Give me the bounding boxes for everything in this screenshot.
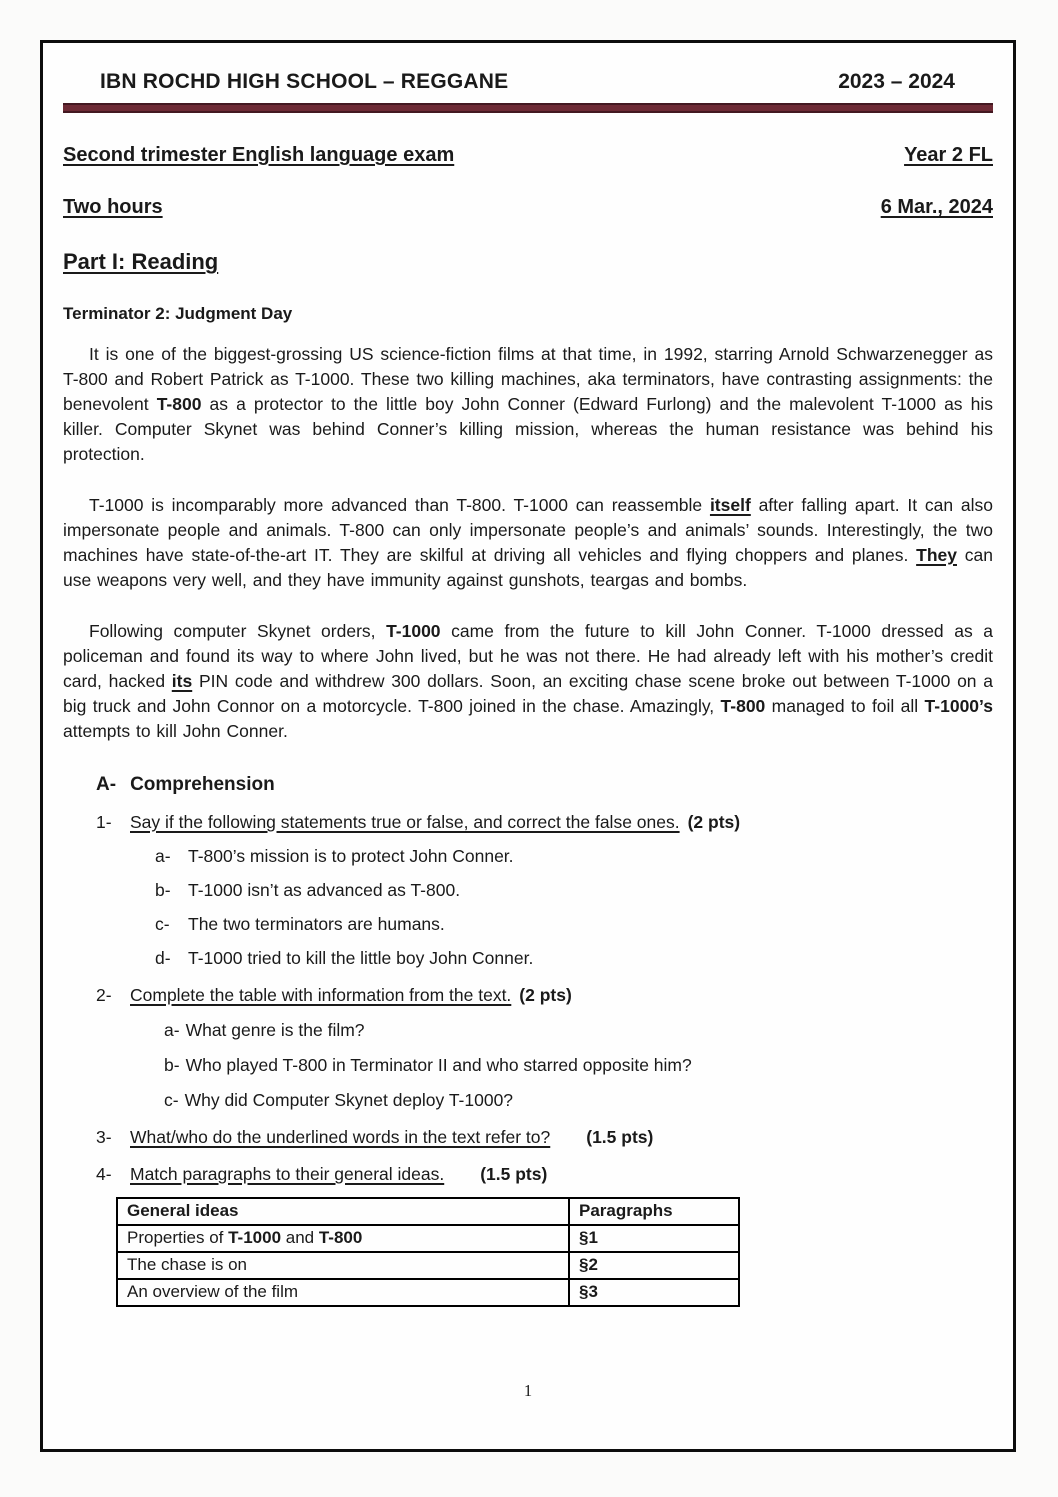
question-1-points: (2 pts) (687, 812, 741, 832)
item-label: a- (164, 1020, 180, 1040)
page-number: 1 (523, 1381, 533, 1400)
item-text: Who played T-800 in Terminator II and who starred opposite him? (185, 1055, 692, 1075)
cell-general-idea-1: Properties of T-1000 and T-800 (117, 1225, 569, 1252)
ideas-matching-table (116, 1197, 740, 1307)
class-level: Year 2 FL (904, 144, 993, 166)
exam-page (40, 40, 1016, 1452)
question-2-item-a (164, 1020, 993, 1041)
cell-general-idea-2: The chase is on (117, 1252, 569, 1279)
item-text: T-800’s mission is to protect John Conner. (188, 846, 514, 866)
exam-title: Second trimester English language exam (63, 144, 455, 166)
cell-paragraph-3: §3 (569, 1279, 739, 1306)
exam-duration-row (63, 196, 993, 219)
question-2 (96, 985, 993, 1006)
question-3-points: (1.5 pts) (586, 1127, 654, 1147)
item-text: Why did Computer Skynet deploy T-1000? (184, 1090, 514, 1110)
comprehension-heading (96, 774, 993, 796)
item-text: T-1000 tried to kill the little boy John Conner. (188, 948, 534, 968)
cell-paragraph-2: §2 (569, 1252, 739, 1279)
exam-date: 6 Mar., 2024 (880, 196, 993, 218)
item-label: c- (164, 1090, 179, 1110)
item-label: b- (164, 1055, 180, 1075)
question-1-number: 1- (96, 812, 112, 832)
table-header-paragraphs: Paragraphs (569, 1198, 739, 1225)
question-1-text: Say if the following statements true or false, and correct the false ones. (130, 812, 680, 832)
question-1-item-b (155, 880, 993, 901)
question-4-text: Match paragraphs to their general ideas. (130, 1164, 445, 1184)
cell-paragraph-1: §1 (569, 1225, 739, 1252)
question-1-item-a (155, 846, 993, 867)
comprehension-label: A- (96, 774, 117, 795)
document-header (63, 70, 993, 94)
item-label: a- (155, 846, 171, 866)
question-4-points: (1.5 pts) (480, 1164, 548, 1184)
item-text: What genre is the film? (185, 1020, 365, 1040)
item-text: The two terminators are humans. (188, 914, 445, 934)
comprehension-title: Comprehension (130, 774, 275, 795)
academic-year: 2023 – 2024 (838, 70, 955, 93)
header-divider-rule (63, 103, 993, 113)
passage-paragraph-1: It is one of the biggest-grossing US science-fiction films at that time, in 1992, starring Arnold Schwarzenegger as T-800 and Robert Patrick as T-1000. These two killing machines, aka terminators, have contrasting assignments: the benevolent T-800 as a protector to the little boy John Conner (Edward Furlong) and the malevolent T-1000 as his killer. Computer Skynet was behind Conner’s killing mission, whereas the human resistance was behind his protection. (63, 344, 993, 464)
item-label: c- (155, 914, 170, 934)
passage-title: Terminator 2: Judgment Day (63, 304, 293, 323)
question-2-number: 2- (96, 985, 112, 1005)
question-1-item-d (155, 948, 993, 969)
exam-duration: Two hours (63, 196, 163, 218)
passage-paragraph-3: Following computer Skynet orders, T-1000 came from the future to kill John Conner. T-1000 dressed as a policeman and found its way to where John lived, but he was not there. He had already left with his mother’s credit card, hacked its PIN code and withdrew 300 dollars. Soon, an exciting chase scene broke out between T-1000 on a big truck and John Connor on a motorcycle. T-800 joined in the chase. Amazingly, T-800 managed to foil all T-1000’s attempts to kill John Conner. (63, 621, 993, 741)
question-2-text: Complete the table with information from the text. (130, 985, 512, 1005)
item-text: T-1000 isn’t as advanced as T-800. (188, 880, 461, 900)
school-name: IBN ROCHD HIGH SCHOOL – REGGANE (100, 70, 509, 93)
table-row-2 (117, 1252, 739, 1279)
item-label: d- (155, 948, 171, 968)
table-header-row (117, 1198, 739, 1225)
passage-paragraph-2: T-1000 is incomparably more advanced than T-800. T-1000 can reassemble itself after falling apart. It can also impersonate people and animals. T-800 can only impersonate people’s and animals’ sounds. Interestingly, the two machines have state-of-the-art IT. They are skilful at driving all vehicles and flying choppers and planes. They can use weapons very well, and they have immunity against gunshots, teargas and bombs. (63, 495, 994, 590)
table-header-general-ideas: General ideas (117, 1198, 569, 1225)
question-2-item-c (164, 1090, 993, 1111)
question-1-item-c (155, 914, 993, 935)
part-title: Part I: Reading (63, 249, 219, 274)
question-2-points: (2 pts) (519, 985, 572, 1005)
cell-general-idea-3: An overview of the film (117, 1279, 569, 1306)
question-3-text: What/who do the underlined words in the text refer to? (130, 1127, 551, 1147)
question-3 (96, 1127, 993, 1148)
table-row-3 (117, 1279, 739, 1306)
item-label: b- (155, 880, 171, 900)
question-3-number: 3- (96, 1127, 112, 1147)
exam-title-row (63, 144, 993, 167)
question-1 (96, 812, 993, 833)
question-4-number: 4- (96, 1164, 112, 1184)
question-4 (96, 1164, 993, 1185)
question-2-item-b (164, 1055, 993, 1076)
table-row-1 (117, 1225, 739, 1252)
